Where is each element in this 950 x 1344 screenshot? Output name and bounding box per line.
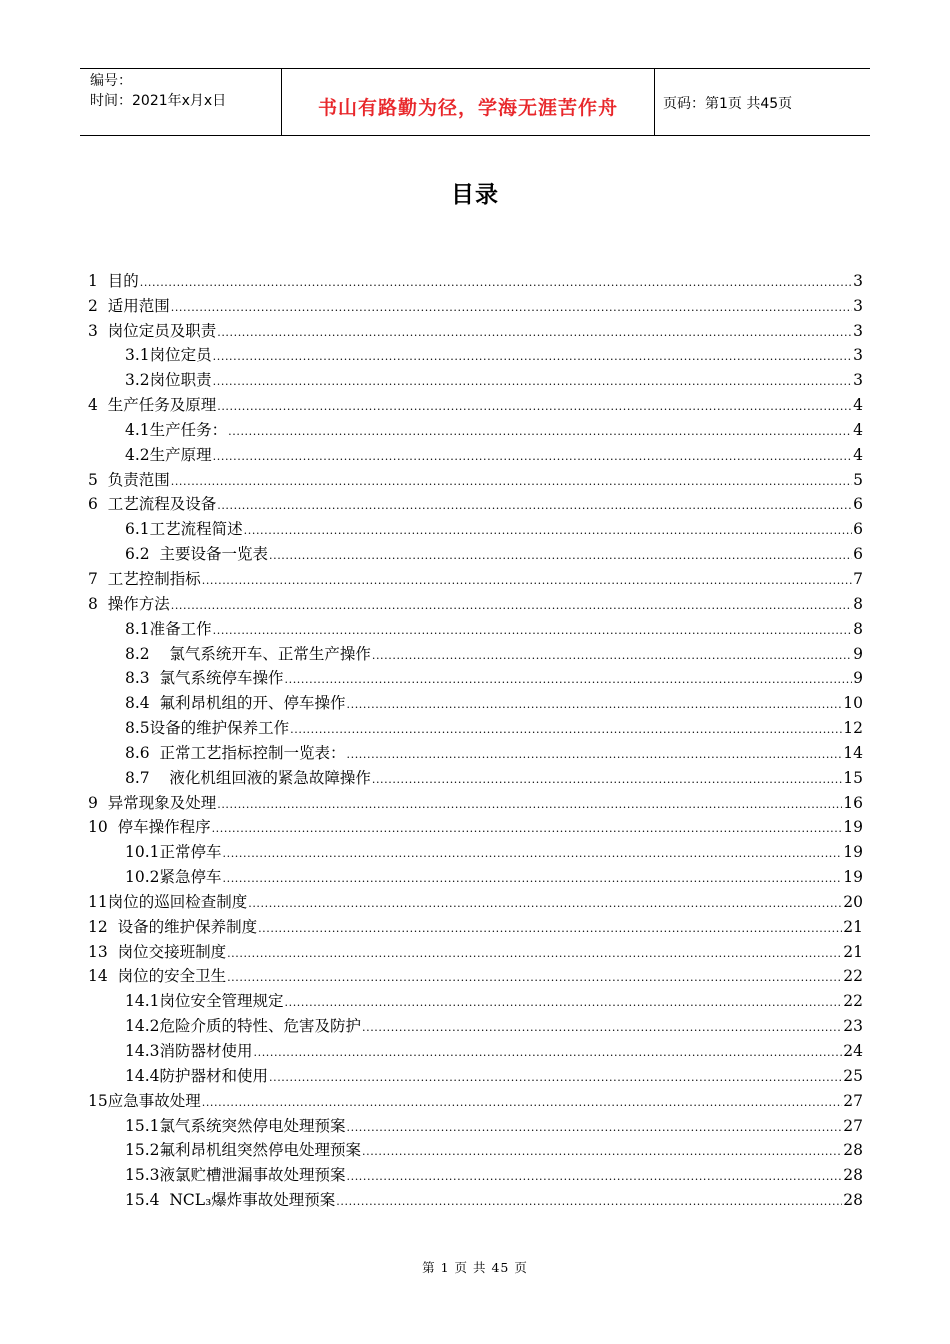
toc-entry-page: 24	[843, 1042, 863, 1060]
toc-entry[interactable]	[88, 1160, 863, 1185]
document-number-label: 编号：	[90, 73, 132, 89]
toc-entry[interactable]	[88, 365, 863, 390]
toc-entry[interactable]	[88, 1136, 863, 1161]
toc-dot-leader	[290, 724, 842, 736]
toc-entry-page: 19	[843, 868, 863, 887]
toc-entry-label: 10.2紧急停车	[125, 868, 222, 887]
toc-dot-leader	[171, 600, 852, 612]
toc-dot-leader	[248, 898, 842, 910]
toc-entry-page: 10	[843, 694, 863, 713]
toc-entry-label: 4.1生产任务：	[125, 420, 228, 439]
toc-entry[interactable]	[88, 514, 863, 539]
toc-entry-page: 19	[843, 818, 863, 837]
toc-entry-label: 14.4防护器材和使用	[125, 1066, 269, 1085]
toc-entry-page: 6	[853, 520, 863, 539]
toc-entry[interactable]	[88, 440, 863, 465]
toc-dot-leader	[217, 500, 852, 512]
toc-entry-label: 15.1氯气系统突然停电处理预案	[125, 1116, 346, 1135]
toc-entry[interactable]	[88, 1086, 863, 1111]
toc-entry[interactable]	[88, 390, 863, 415]
toc-entry-label: 15应急事故处理	[88, 1091, 201, 1110]
toc-entry[interactable]	[88, 1185, 863, 1210]
toc-entry-label: 7 工艺控制指标	[88, 569, 201, 588]
table-of-contents	[88, 266, 863, 1210]
toc-entry[interactable]	[88, 688, 863, 713]
toc-entry-page: 21	[843, 917, 863, 936]
toc-entry[interactable]	[88, 341, 863, 366]
toc-entry-page: 23	[843, 1017, 863, 1036]
toc-entry[interactable]	[88, 490, 863, 515]
toc-entry[interactable]	[88, 316, 863, 341]
toc-entry-label: 8.5设备的维护保养工作	[125, 719, 290, 738]
toc-entry-page: 28	[843, 1166, 863, 1185]
toc-entry[interactable]	[88, 1111, 863, 1136]
toc-entry-page: 9	[853, 644, 863, 663]
header-page-info: 页码：第1页 共45页	[663, 96, 793, 112]
toc-entry-label: 1 目的	[88, 271, 139, 290]
toc-entry-page: 14	[843, 743, 863, 762]
toc-entry-page: 12	[843, 719, 863, 738]
toc-entry[interactable]	[88, 539, 863, 564]
toc-entry[interactable]	[88, 664, 863, 689]
toc-entry-label: 11岗位的巡回检查制度	[88, 892, 248, 911]
toc-entry-page: 6	[853, 495, 863, 514]
toc-entry[interactable]	[88, 937, 863, 962]
toc-entry-page: 4	[853, 445, 863, 464]
toc-dot-leader	[171, 302, 852, 314]
toc-dot-leader	[171, 476, 852, 488]
header-meta	[80, 69, 281, 135]
toc-entry[interactable]	[88, 564, 863, 589]
toc-dot-leader	[347, 1122, 843, 1134]
toc-dot-leader	[347, 699, 843, 711]
toc-entry[interactable]	[88, 291, 863, 316]
toc-dot-leader	[217, 401, 852, 413]
toc-entry-label: 14.3消防器材使用	[125, 1042, 253, 1060]
toc-entry-page: 6	[853, 545, 863, 564]
toc-entry-label: 12 设备的维护保养制度	[88, 917, 258, 936]
toc-dot-leader	[347, 1171, 843, 1183]
toc-entry-label: 8.3 氯气系统停车操作	[125, 669, 284, 688]
toc-entry-page: 3	[853, 371, 863, 390]
toc-dot-leader	[213, 625, 852, 637]
toc-entry-label: 14 岗位的安全卫生	[88, 967, 227, 986]
toc-dot-leader	[362, 1022, 842, 1034]
toc-dot-leader	[227, 972, 842, 984]
toc-entry[interactable]	[88, 862, 863, 887]
toc-dot-leader	[372, 650, 852, 662]
toc-entry[interactable]	[88, 639, 863, 664]
toc-entry[interactable]	[88, 763, 863, 788]
toc-entry-label: 15.4 NCL₃爆炸事故处理预案	[125, 1191, 336, 1210]
toc-dot-leader	[202, 1097, 843, 1109]
toc-entry-page: 4	[853, 420, 863, 439]
toc-entry-label: 5 负责范围	[88, 470, 170, 489]
toc-entry-label: 13 岗位交接班制度	[88, 942, 227, 961]
toc-entry-label: 6 工艺流程及设备	[88, 495, 217, 514]
toc-entry[interactable]	[88, 912, 863, 937]
toc-entry[interactable]	[88, 788, 863, 813]
toc-entry[interactable]	[88, 986, 863, 1011]
toc-entry[interactable]	[88, 1036, 863, 1061]
toc-entry[interactable]	[88, 589, 863, 614]
toc-dot-leader	[213, 451, 852, 463]
toc-entry-label: 10 停车操作程序	[88, 818, 211, 837]
toc-entry-page: 28	[843, 1191, 863, 1210]
toc-entry[interactable]	[88, 837, 863, 862]
toc-entry-page: 22	[843, 992, 863, 1011]
toc-entry-label: 10.1正常停车	[125, 843, 222, 862]
toc-entry[interactable]	[88, 813, 863, 838]
toc-entry-page: 5	[853, 470, 863, 489]
toc-entry-page: 9	[853, 669, 863, 688]
toc-entry-page: 27	[843, 1116, 863, 1135]
toc-dot-leader	[213, 351, 852, 363]
header-motto: 书山有路勤为径，学海无涯苦作舟	[281, 69, 655, 135]
toc-dot-leader	[336, 1196, 842, 1208]
toc-entry[interactable]	[88, 614, 863, 639]
toc-entry[interactable]	[88, 415, 863, 440]
toc-entry-label: 8.4 氟利昂机组的开、停车操作	[125, 694, 346, 713]
toc-dot-leader	[269, 550, 852, 562]
toc-entry-label: 6.2 主要设备一览表	[125, 545, 269, 564]
toc-entry[interactable]	[88, 1011, 863, 1036]
toc-entry-label: 8.1准备工作	[125, 619, 212, 638]
toc-entry-label: 8.7 液化机组回液的紧急故障操作	[125, 768, 371, 787]
toc-dot-leader	[140, 277, 852, 289]
toc-dot-leader	[269, 1072, 842, 1084]
toc-entry-label: 3.1岗位定员	[125, 346, 212, 365]
toc-entry-page: 22	[843, 967, 863, 986]
toc-entry-label: 4 生产任务及原理	[88, 396, 217, 415]
toc-dot-leader	[223, 873, 843, 885]
toc-entry[interactable]	[88, 266, 863, 291]
toc-entry-page: 15	[843, 768, 863, 787]
toc-dot-leader	[347, 749, 843, 761]
toc-entry-label: 8.2 氯气系统开车、正常生产操作	[125, 644, 371, 663]
toc-dot-leader	[212, 823, 843, 835]
toc-entry-label: 14.1岗位安全管理规定	[125, 992, 284, 1011]
toc-entry-label: 15.2氟利昂机组突然停电处理预案	[125, 1141, 362, 1160]
toc-dot-leader	[223, 848, 843, 860]
toc-dot-leader	[258, 923, 842, 935]
toc-entry-page: 3	[853, 346, 863, 365]
toc-entry-page: 3	[853, 296, 863, 315]
toc-dot-leader	[362, 1146, 842, 1158]
toc-entry-page: 16	[843, 793, 863, 812]
toc-entry-page: 3	[853, 321, 863, 340]
page-header	[80, 68, 870, 136]
toc-entry-label: 4.2生产原理	[125, 445, 212, 464]
toc-entry-page: 28	[843, 1141, 863, 1160]
toc-dot-leader	[228, 426, 852, 438]
toc-entry-page: 27	[843, 1091, 863, 1110]
toc-entry-label: 9 异常现象及处理	[88, 793, 217, 812]
toc-entry-page: 4	[853, 396, 863, 415]
toc-entry-page: 7	[853, 569, 863, 588]
toc-entry-label: 3 岗位定员及职责	[88, 321, 217, 340]
toc-entry-page: 3	[853, 271, 863, 290]
toc-dot-leader	[372, 774, 842, 786]
toc-entry-page: 21	[843, 942, 863, 961]
toc-entry[interactable]	[88, 1061, 863, 1086]
toc-entry-page: 8	[853, 619, 863, 638]
toc-entry-label: 15.3液氯贮槽泄漏事故处理预案	[125, 1166, 346, 1185]
toc-entry[interactable]	[88, 713, 863, 738]
toc-dot-leader	[213, 376, 852, 388]
toc-entry-page: 25	[843, 1066, 863, 1085]
toc-dot-leader	[285, 997, 843, 1009]
toc-entry[interactable]	[88, 738, 863, 763]
document-date-label: 时间：2021年x月x日	[90, 93, 227, 109]
toc-entry[interactable]	[88, 962, 863, 987]
toc-entry-label: 8 操作方法	[88, 594, 170, 613]
toc-entry-page: 19	[843, 843, 863, 862]
toc-entry-label: 3.2岗位职责	[125, 371, 212, 390]
toc-entry-page: 8	[853, 594, 863, 613]
toc-dot-leader	[217, 327, 852, 339]
toc-dot-leader	[227, 948, 842, 960]
toc-dot-leader	[202, 575, 852, 587]
page-footer: 第 1 页 共 45 页	[422, 1260, 528, 1275]
page-title: 目录	[451, 182, 499, 208]
toc-entry[interactable]	[88, 465, 863, 490]
toc-dot-leader	[244, 525, 852, 537]
toc-entry-label: 8.6 正常工艺指标控制一览表：	[125, 743, 346, 762]
toc-entry-label: 14.2危险介质的特性、危害及防护	[125, 1017, 362, 1036]
toc-entry-page: 20	[843, 892, 863, 911]
toc-entry-label: 2 适用范围	[88, 296, 170, 315]
toc-entry-label: 6.1工艺流程简述	[125, 520, 243, 539]
toc-dot-leader	[285, 674, 853, 686]
toc-dot-leader	[254, 1047, 843, 1059]
toc-entry[interactable]	[88, 887, 863, 912]
toc-dot-leader	[217, 799, 842, 811]
